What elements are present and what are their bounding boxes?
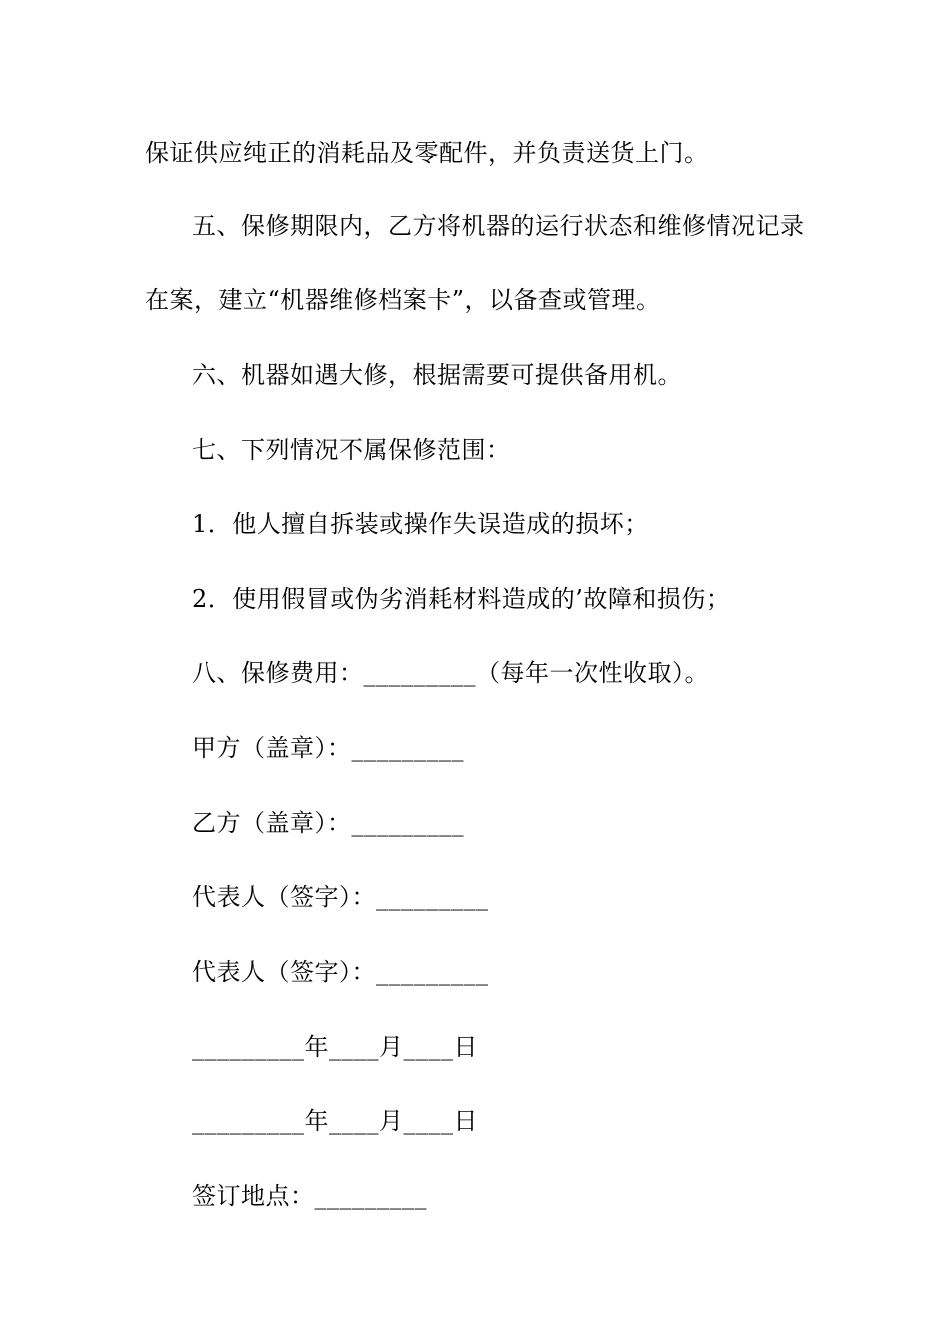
- date-line-b: _________年____月____日: [192, 1107, 478, 1135]
- party-b-seal: 乙方（盖章）：_________: [192, 809, 464, 837]
- clause-seven-item-1: 1．他人擅自拆装或操作失误造成的损坏；: [192, 510, 649, 538]
- clause-eight-fee: 八、保修费用：_________（每年一次性收取）。: [192, 659, 709, 687]
- paragraph-consumables-supply: 保证供应纯正的消耗品及零配件，并负责送货上门。: [145, 139, 709, 167]
- clause-seven-item-2: 2．使用假冒或伪劣消耗材料造成的’故障和损伤；: [192, 585, 731, 613]
- date-line-a: _________年____月____日: [192, 1033, 478, 1061]
- clause-five-line-2: 在案，建立“机器维修档案卡”，以备查或管理。: [145, 286, 661, 314]
- signing-location: 签订地点：_________: [192, 1182, 427, 1210]
- clause-six: 六、机器如遇大修，根据需要可提供备用机。: [192, 361, 682, 389]
- representative-signature-a: 代表人（签字）：_________: [192, 883, 489, 911]
- clause-five-line-1: 五、保修期限内，乙方将机器的运行状态和维修情况记录: [192, 212, 805, 240]
- party-a-seal: 甲方（盖章）：_________: [192, 734, 464, 762]
- representative-signature-b: 代表人（签字）：_________: [192, 958, 489, 986]
- clause-seven: 七、下列情况不属保修范围：: [192, 436, 511, 464]
